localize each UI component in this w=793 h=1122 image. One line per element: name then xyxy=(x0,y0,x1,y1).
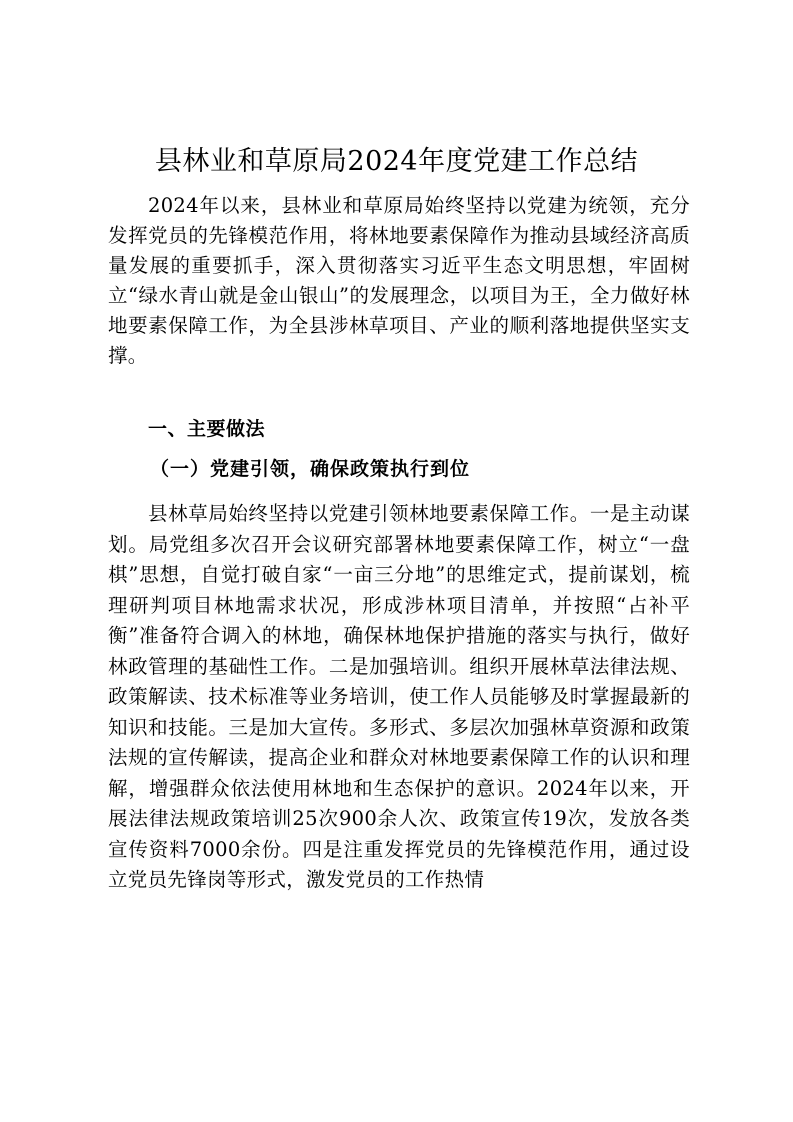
subsection-paragraph: 县林草局始终坚持以党建引领林地要素保障工作。一是主动谋划。局党组多次召开会议研究部署林地要素保障工作，树立“一盘棋”思想，自觉打破自家“一亩三分地”的思维定式，提前谋划，梳理研判项目林地需求状况，形成涉林项目清单，并按照“占补平衡”准备符合调入的林地，确保林地保护措施的落实与执行，做好林政管理的基础性工作。二是加强培训。组织开展林草法律法规、政策解读、技术标准等业务培训，使工作人员能够及时掌握最新的知识和技能。三是加大宣传。多形式、多层次加强林草资源和政策法规的宣传解读，提高企业和群众对林地要素保障工作的认识和理解，增强群众依法使用林地和生态保护的意识。2024年以来，开展法律法规政策培训25次900余人次、政策宣传19次，发放各类宣传资料7000余份。四是注重发挥党员的先锋模范作用，通过设立党员先锋岗等形式，激发党员的工作热情 xyxy=(108,502,690,891)
intro-paragraph: 2024年以来，县林业和草原局始终坚持以党建为统领，充分发挥党员的先锋模范作用，将林地要素保障作为推动县域经济高质量发展的重要抓手，深入贯彻落实习近平生态文明思想，牢固树立“绿水青山就是金山银山”的发展理念，以项目为王，全力做好林地要素保障工作，为全县涉林草项目、产业的顺利落地提供坚实支撑。 xyxy=(108,194,690,367)
subsection-heading: （一）党建引领，确保政策执行到位 xyxy=(150,458,471,480)
section-heading: 一、主要做法 xyxy=(148,418,266,440)
document-title: 县林业和草原局2024年度党建工作总结 xyxy=(154,146,639,177)
